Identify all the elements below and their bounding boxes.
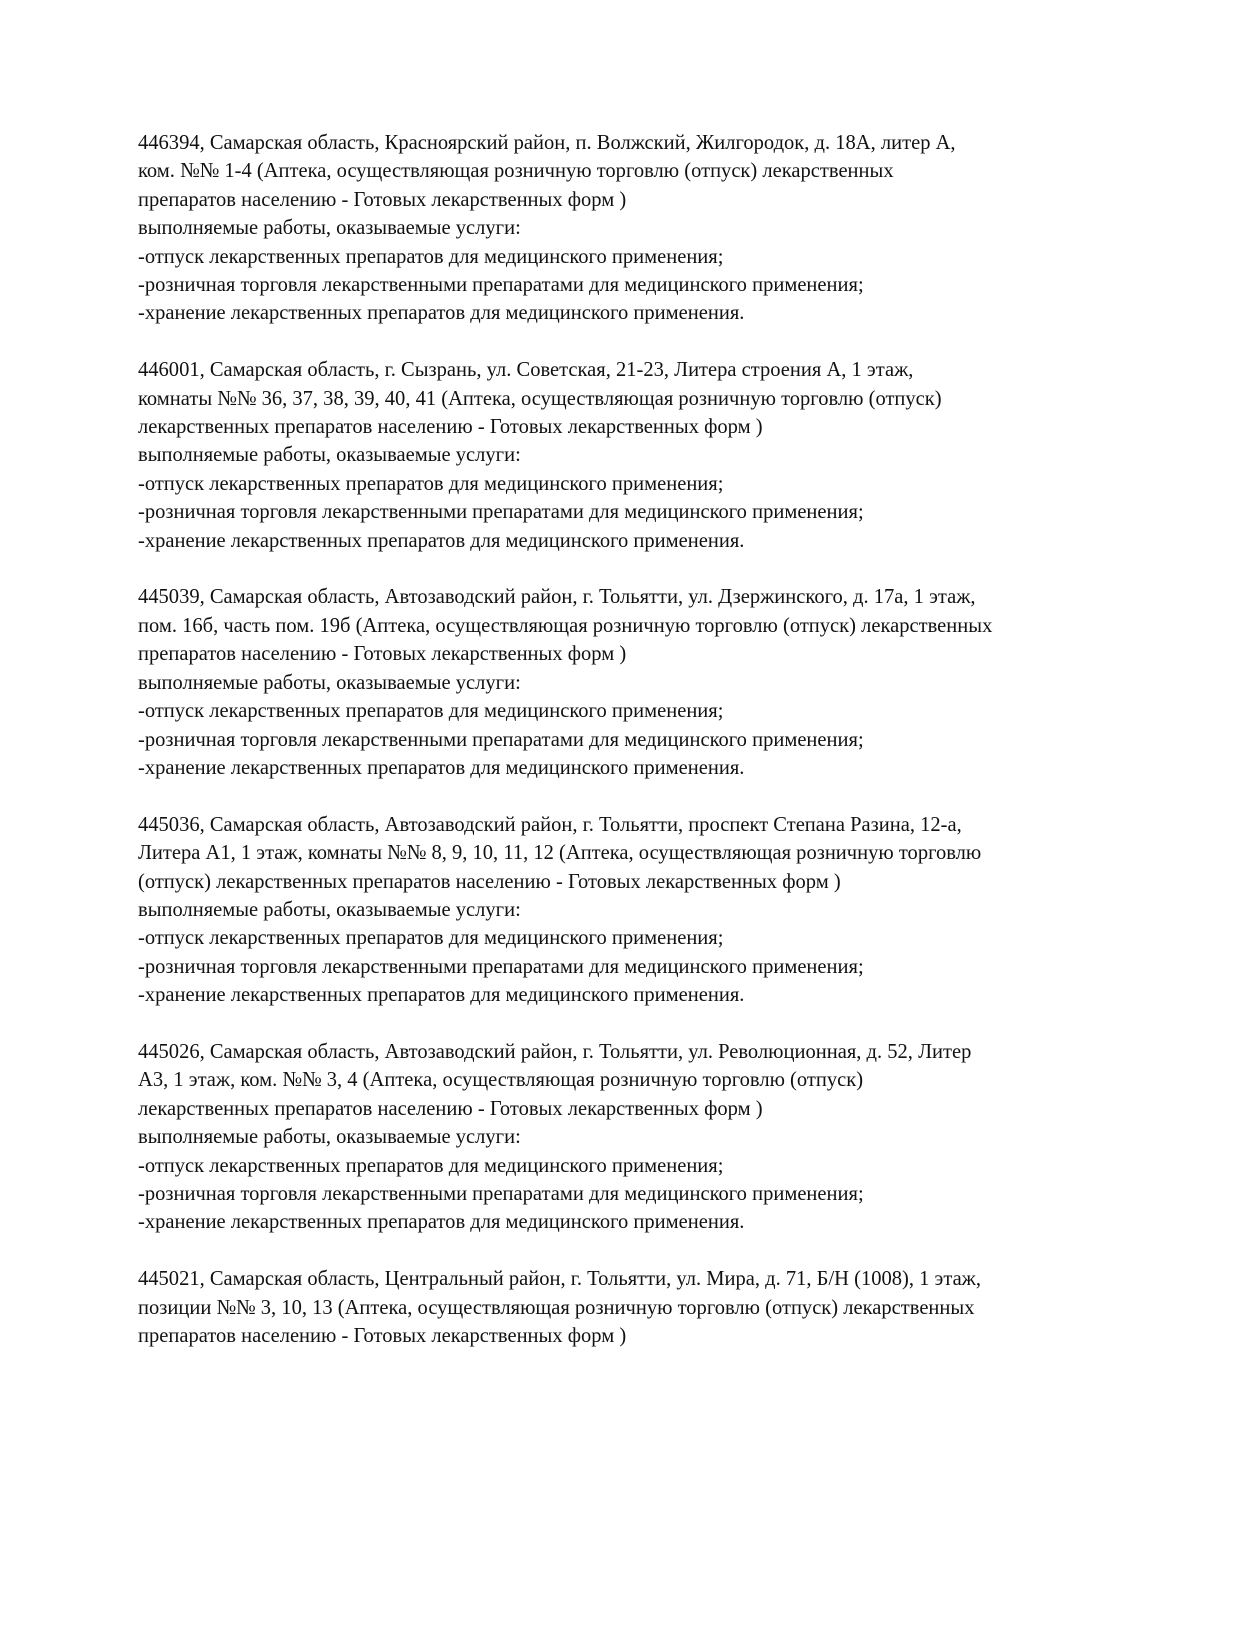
address-line: 446394, Самарская область, Красноярский район, п. Волжский, Жилгородок, д. 18А, литер А, bbox=[138, 130, 956, 154]
address-line: лекарственных препаратов населению - Готовых лекарственных форм ) bbox=[138, 1095, 763, 1120]
address-line: препаратов населению - Готовых лекарственных форм ) bbox=[138, 1322, 627, 1347]
pharmacy-entry bbox=[138, 355, 1093, 554]
address-line: 445021, Самарская область, Центральный район, г. Тольятти, ул. Мира, д. 71, Б/Н (1008), 1 этаж, bbox=[138, 1266, 981, 1291]
service-item: -отпуск лекарственных препаратов для медицинского применения; bbox=[138, 925, 724, 950]
service-item: -розничная торговля лекарственными препаратами для медицинского применения; bbox=[138, 499, 864, 524]
address-line: препаратов населению - Готовых лекарственных форм ) bbox=[138, 186, 627, 211]
pharmacy-entry bbox=[138, 1037, 1093, 1236]
address-line: 445026, Самарская область, Автозаводский район, г. Тольятти, ул. Революционная, д. 52, Литер bbox=[138, 1038, 972, 1063]
service-item: -хранение лекарственных препаратов для медицинского применения. bbox=[138, 1209, 745, 1234]
service-item: -отпуск лекарственных препаратов для медицинского применения; bbox=[138, 470, 724, 495]
pharmacy-entry bbox=[138, 1264, 1093, 1349]
address-line: А3, 1 этаж, ком. №№ 3, 4 (Аптека, осуществляющая розничную торговлю (отпуск) bbox=[138, 1067, 864, 1092]
services-heading: выполняемые работы, оказываемые услуги: bbox=[138, 669, 521, 694]
service-item: -розничная торговля лекарственными препаратами для медицинского применения; bbox=[138, 1180, 864, 1205]
service-item: -отпуск лекарственных препаратов для медицинского применения; bbox=[138, 243, 724, 268]
address-line: 446001, Самарская область, г. Сызрань, ул. Советская, 21-23, Литера строения А, 1 этаж, bbox=[138, 357, 914, 382]
address-line: 445036, Самарская область, Автозаводский район, г. Тольятти, проспект Степана Разина, 12-а, bbox=[138, 811, 962, 836]
service-item: -розничная торговля лекарственными препаратами для медицинского применения; bbox=[138, 953, 864, 978]
address-line: (отпуск) лекарственных препаратов населению - Готовых лекарственных форм ) bbox=[138, 868, 841, 893]
services-heading: выполняемые работы, оказываемые услуги: bbox=[138, 1124, 521, 1149]
service-item: -хранение лекарственных препаратов для медицинского применения. bbox=[138, 754, 745, 779]
service-item: -отпуск лекарственных препаратов для медицинского применения; bbox=[138, 698, 724, 723]
pharmacy-entry bbox=[138, 128, 1093, 327]
service-item: -хранение лекарственных препаратов для медицинского применения. bbox=[138, 982, 745, 1007]
pharmacy-entry bbox=[138, 582, 1093, 781]
address-line: пом. 16б, часть пом. 19б (Аптека, осуществляющая розничную торговлю (отпуск) лекарственных bbox=[138, 612, 993, 637]
service-item: -хранение лекарственных препаратов для медицинского применения. bbox=[138, 527, 745, 552]
service-item: -розничная торговля лекарственными препаратами для медицинского применения; bbox=[138, 272, 864, 297]
pharmacy-entry bbox=[138, 810, 1093, 1009]
address-line: препаратов населению - Готовых лекарственных форм ) bbox=[138, 641, 627, 666]
address-line: 445039, Самарская область, Автозаводский район, г. Тольятти, ул. Дзержинского, д. 17а, 1 этаж, bbox=[138, 584, 976, 609]
address-line: лекарственных препаратов населению - Готовых лекарственных форм ) bbox=[138, 414, 763, 439]
services-heading: выполняемые работы, оказываемые услуги: bbox=[138, 215, 521, 240]
service-item: -хранение лекарственных препаратов для медицинского применения. bbox=[138, 300, 745, 325]
address-line: Литера А1, 1 этаж, комнаты №№ 8, 9, 10, 11, 12 (Аптека, осуществляющая розничную торговлю bbox=[138, 840, 982, 865]
services-heading: выполняемые работы, оказываемые услуги: bbox=[138, 896, 521, 921]
address-line: комнаты №№ 36, 37, 38, 39, 40, 41 (Аптека, осуществляющая розничную торговлю (отпуск) bbox=[138, 385, 942, 410]
service-item: -розничная торговля лекарственными препаратами для медицинского применения; bbox=[138, 726, 864, 751]
address-line: ком. №№ 1-4 (Аптека, осуществляющая розничную торговлю (отпуск) лекарственных bbox=[138, 158, 894, 183]
address-line: позиции №№ 3, 10, 13 (Аптека, осуществляющая розничную торговлю (отпуск) лекарственных bbox=[138, 1294, 975, 1319]
service-item: -отпуск лекарственных препаратов для медицинского применения; bbox=[138, 1152, 724, 1177]
services-heading: выполняемые работы, оказываемые услуги: bbox=[138, 442, 521, 467]
document-page bbox=[138, 128, 1093, 1378]
